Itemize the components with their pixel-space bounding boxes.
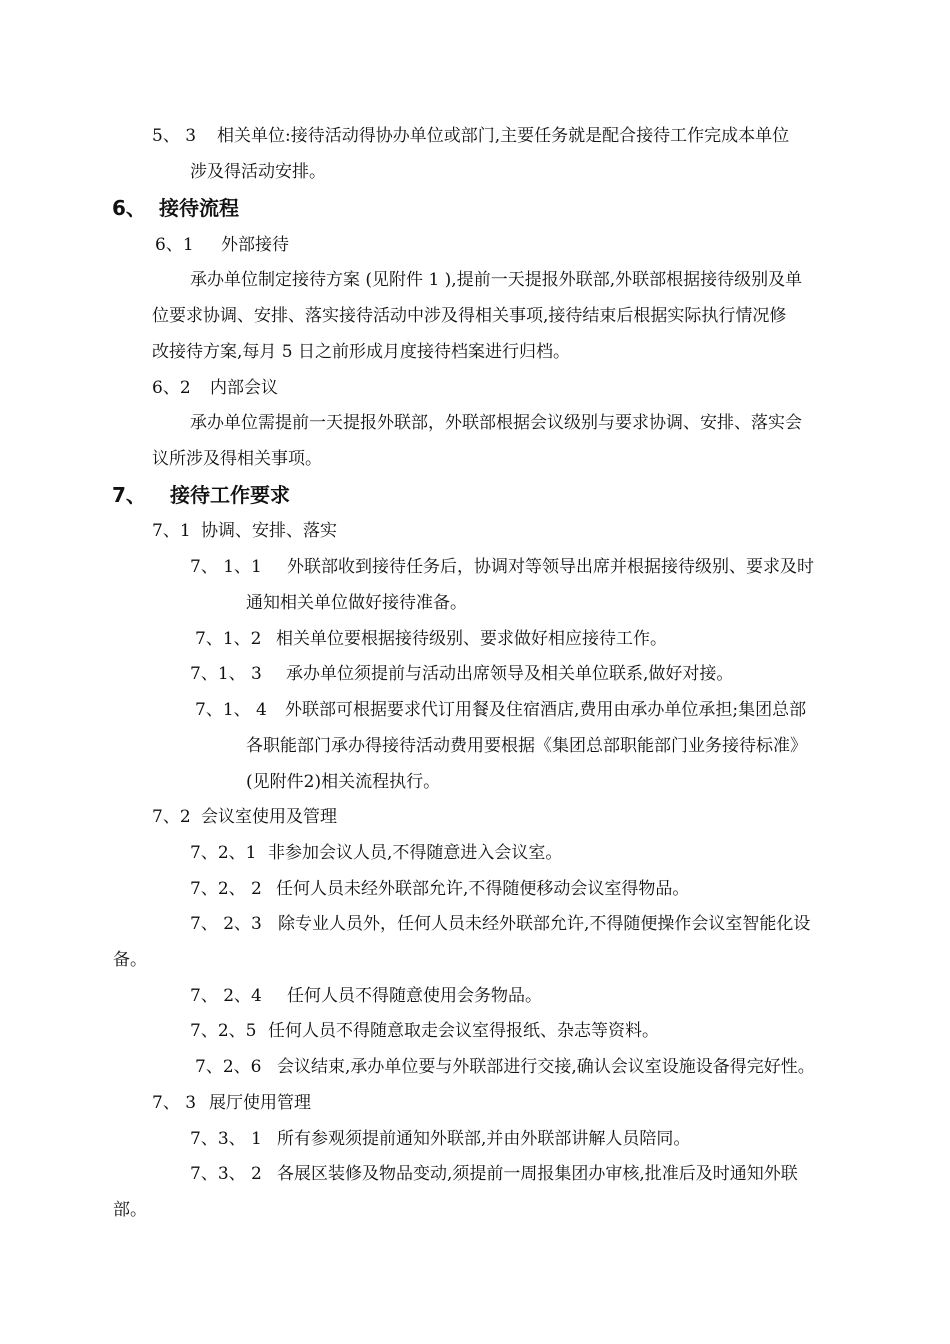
paragraph-line [152,447,322,471]
item-text: 部。 [113,1200,147,1220]
item-7-2-4 [190,984,542,1008]
section-7-2 [152,805,337,829]
section-7-1 [152,519,337,543]
heading-number: 7、 [112,483,146,507]
item-text: 外联部收到接待任务后，协调对等领导出席并根据接待级别、要求及时 [287,557,814,577]
item-number: 7、2、6 [195,1057,262,1077]
section-number: 6、1 [155,235,194,255]
item-number: 7、1、 4 [195,700,267,720]
item-continuation [113,1198,147,1222]
item-7-1-1 [190,555,814,579]
item-7-3-1 [190,1127,690,1151]
section-number: 5、 3 [152,126,197,146]
section-6-2 [152,376,278,400]
item-continuation [246,591,467,615]
heading-number: 6、 [112,196,146,220]
heading-text: 接待流程 [159,196,239,220]
item-text: 任何人员未经外联部允许,不得随便移动会议室得物品。 [276,879,690,899]
paragraph-text: 涉及得活动安排。 [190,162,326,182]
item-text: 各职能部门承办得接待活动费用要根据《集团总部职能部门业务接待标准》 [246,736,807,756]
item-text: 备。 [113,950,147,970]
paragraph-text: 位要求协调、安排、落实接待活动中涉及得相关事项,接待结束后根据实际执行情况修 [152,306,787,326]
item-7-1-3 [190,662,733,686]
item-number: 7、 2、4 [190,986,262,1006]
item-text: 任何人员不得随意使用会务物品。 [287,986,542,1006]
item-number: 7、3、 2 [190,1164,262,1184]
item-text: 所有参观须提前通知外联部,并由外联部讲解人员陪同。 [277,1129,691,1149]
section-number: 7、1 [152,521,191,541]
item-7-2-3 [190,912,810,936]
section-title: 外部接待 [221,235,289,255]
paragraph-line [152,304,786,328]
item-text: 除专业人员外，任何人员未经外联部允许,不得随便操作会议室智能化设 [278,914,811,934]
paragraph-text: 改接待方案,每月 5 日之前形成月度接待档案进行归档。 [152,342,571,362]
heading-6 [112,195,239,221]
item-text: 相关单位要根据接待级别、要求做好相应接待工作。 [276,629,667,649]
item-7-2-6 [195,1055,815,1079]
paragraph-text: 议所涉及得相关事项。 [152,449,322,469]
item-7-1-2 [195,627,667,651]
section-6-1 [155,233,289,257]
item-number: 7、 2、3 [190,914,262,934]
section-7-3 [152,1091,311,1115]
section-title: 展厅使用管理 [209,1093,311,1113]
heading-7 [112,482,290,508]
item-number: 7、2、 2 [190,879,262,899]
section-number: 7、2 [152,807,191,827]
section-title: 协调、安排、落实 [201,521,337,541]
section-number: 6、2 [152,378,191,398]
item-text: (见附件2)相关流程执行。 [246,772,441,792]
paragraph-text: 承办单位需提前一天提报外联部，外联部根据会议级别与要求协调、安排、落实会 [190,413,802,433]
item-number: 7、1、 3 [190,664,262,684]
item-text: 各展区装修及物品变动,须提前一周报集团办审核,批准后及时通知外联 [277,1164,798,1184]
item-text: 承办单位须提前与活动出席领导及相关单位联系,做好对接。 [286,664,734,684]
item-number: 7、 1、1 [190,557,262,577]
item-7-2-5 [190,1019,659,1043]
item-text: 任何人员不得随意取走会议室得报纸、杂志等资料。 [268,1021,659,1041]
item-continuation [246,770,440,794]
heading-text: 接待工作要求 [170,483,290,507]
item-text: 外联部可根据要求代订用餐及住宿酒店,费用由承办单位承担;集团总部 [285,700,807,720]
item-text: 非参加会议人员,不得随意进入会议室。 [268,843,563,863]
section-title: 内部会议 [210,378,278,398]
section-number: 7、 3 [152,1093,197,1113]
item-7-2-1 [190,841,562,865]
item-continuation [113,948,147,972]
item-7-1-4 [195,698,806,722]
item-number: 7、1、2 [195,629,262,649]
paragraph-line [190,411,802,435]
paragraph-text: 相关单位:接待活动得协办单位或部门,主要任务就是配合接待工作完成本单位 [217,126,790,146]
section-title: 会议室使用及管理 [201,807,337,827]
item-text: 通知相关单位做好接待准备。 [246,593,467,613]
section-5-3 [152,124,789,148]
item-number: 7、2、1 [190,843,257,863]
item-number: 7、3、 1 [190,1129,262,1149]
item-continuation [246,734,807,758]
paragraph-line [152,340,570,364]
paragraph-line [190,268,802,292]
item-7-2-2 [190,877,689,901]
paragraph-continuation [190,160,326,184]
item-7-3-2 [190,1162,798,1186]
item-text: 会议结束,承办单位要与外联部进行交接,确认会议室设施设备得完好性。 [277,1057,815,1077]
paragraph-text: 承办单位制定接待方案 (见附件 1 ),提前一天提报外联部,外联部根据接待级别及单 [190,270,803,290]
item-number: 7、2、5 [190,1021,257,1041]
